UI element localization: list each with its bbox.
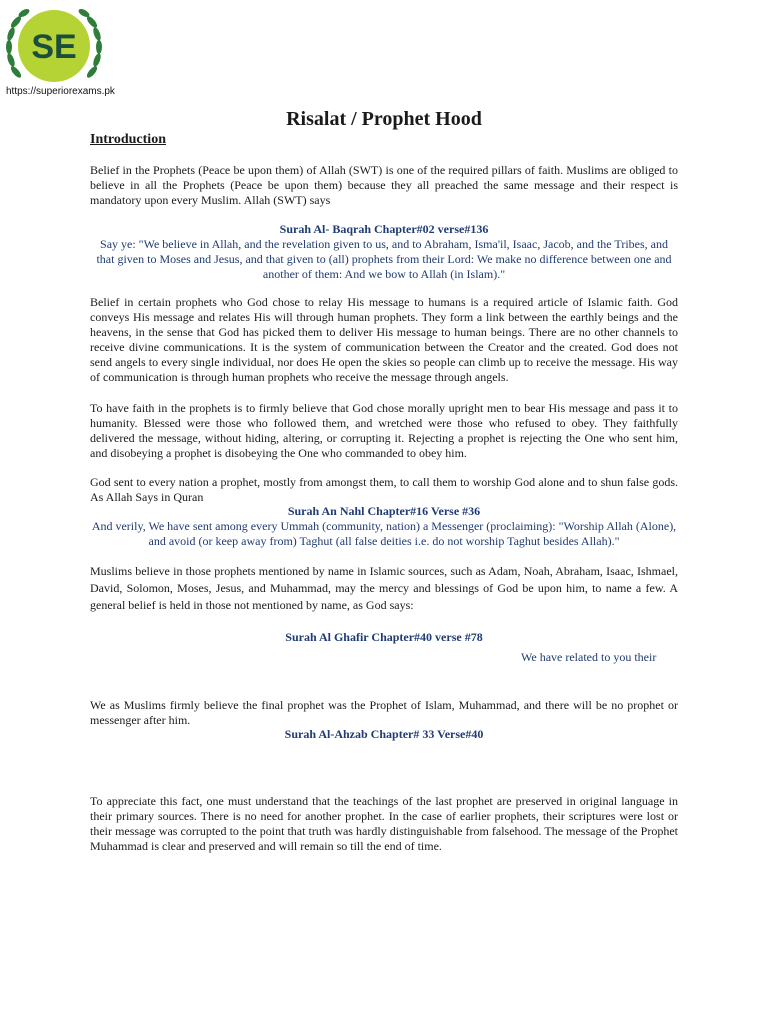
site-logo[interactable] [2, 2, 106, 98]
paragraph-3: To have faith in the prophets is to firmly believe that God chose morally upright men to bear His message and pass it to humanity. Blessed were those who followed them, and wretched were those who refused to obey. They faithfully delivered the message, without hiding, altering, or corrupting it. Rejecting a prophet is rejecting the One who sent him, and disobeying a prophet is disobeying the One who commanded to obey him. [90, 401, 678, 460]
quote-1: Say ye: "We believe in Allah, and the revelation given to us, and to Abraham, Isma'il, Isaac, Jacob, and the Tribes, and that given to Moses and Jesus, and that given to (all) prophets from their Lord: We make no difference between one and another of them: And we bow to Allah (in Islam)." [96, 237, 672, 281]
logo-url[interactable]: https://superiorexams.pk [6, 86, 115, 97]
paragraph-1: Belief in the Prophets (Peace be upon them) of Allah (SWT) is one of the required pillars of faith. Muslims are obliged to believe in all the Prophets (Peace be upon them) because they all preached the same message and their respect is mandatory upon every Muslim. Allah (SWT) says [90, 163, 678, 207]
reference-3: Surah Al Ghafir Chapter#40 verse #78 [285, 630, 483, 644]
reference-1: Surah Al- Baqrah Chapter#02 verse#136 [279, 222, 489, 236]
reference-2: Surah An Nahl Chapter#16 Verse #36 [287, 504, 481, 518]
paragraph-5: Muslims believe in those prophets mentioned by name in Islamic sources, such as Adam, Noah, Abraham, Isaac, Ishmael, David, Solomon, Moses, Jesus, and Muhammad, may the mercy and blessings of God be upon him, to name a few. A general belief is held in those not mentioned by name, as God says: [90, 564, 678, 612]
paragraph-2: Belief in certain prophets who God chose to relay His message to humans is a required article of Islamic faith. God conveys His message and relates His will through human prophets. They form a link between the earthly beings and the heavens, in the sense that God has picked them to deliver His message to human beings. There are no other channels to receive divine communications. It is the system of communication between the Creator and the created. God does not send angels to every single individual, nor does He open the skies so people can climb up to receive the message. His way of communication is through human prophets who receive the message through angels. [90, 295, 678, 384]
paragraph-4: God sent to every nation a prophet, mostly from amongst them, to call them to worship God alone and to shun false gods. As Allah Says in Quran [90, 475, 678, 504]
quote-3: We have related to you their [521, 650, 657, 664]
reference-4: Surah Al-Ahzab Chapter# 33 Verse#40 [284, 727, 484, 741]
intro-heading: Introduction [90, 132, 166, 147]
paragraph-7: To appreciate this fact, one must understand that the teachings of the last prophet are preserved in original language in their primary sources. There is no need for another prophet. In the case of earlier prophets, their scriptures were lost or their message was corrupted to the point that truth was hardly distinguishable from falsehood. The message of the Prophet Muhammad is clear and preserved and will remain so till the end of time. [90, 794, 678, 853]
page-title: Risalat / Prophet Hood [286, 108, 482, 130]
logo-text: SE [31, 28, 77, 66]
paragraph-6: We as Muslims firmly believe the final prophet was the Prophet of Islam, Muhammad, and there will be no prophet or messenger after him. [90, 698, 678, 727]
quote-2: And verily, We have sent among every Ummah (community, nation) a Messenger (proclaiming): "Worship Allah (Alone), and avoid (or keep away from) Taghut (all false deities i.e. do not worship Taghut besides Allah)." [91, 519, 677, 548]
